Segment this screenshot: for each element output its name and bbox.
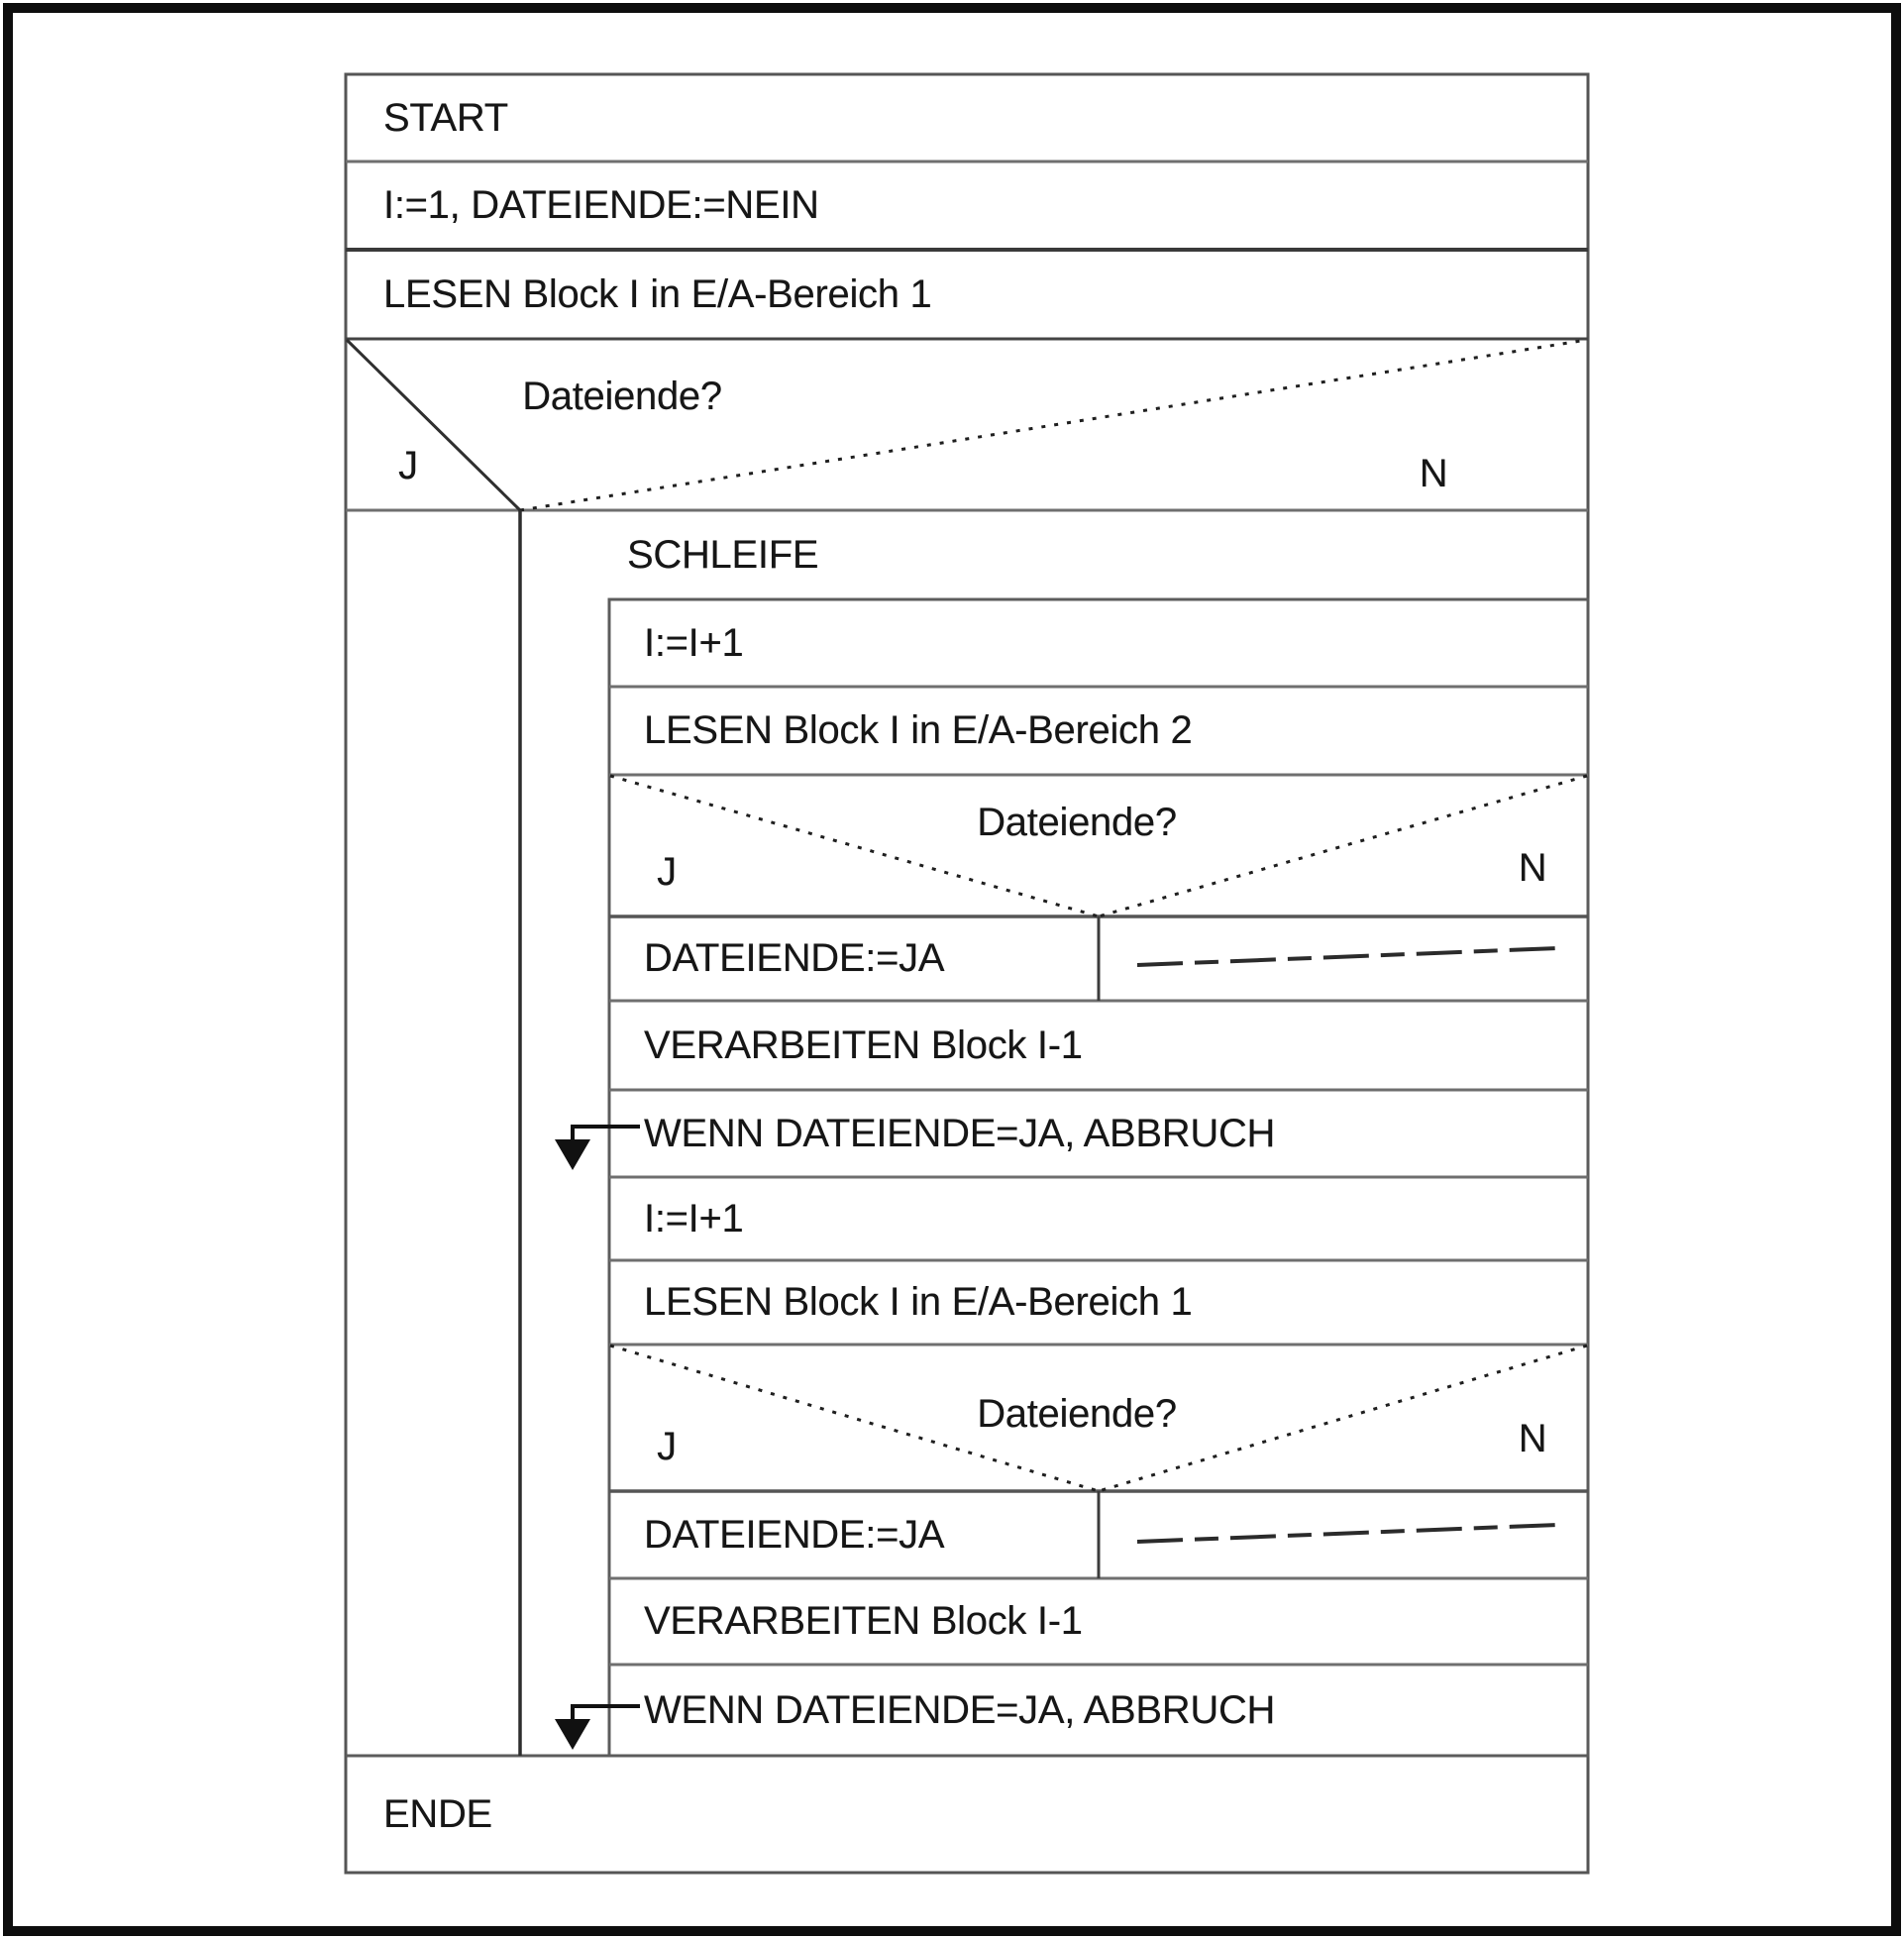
decision2-left-diagonal bbox=[610, 776, 1099, 916]
loop-row-break-b: WENN DATEIENDE=JA, ABBRUCH bbox=[644, 1687, 1276, 1732]
break-arrow-2-line bbox=[573, 1706, 640, 1721]
loop-row-break-a: WENN DATEIENDE=JA, ABBRUCH bbox=[644, 1111, 1276, 1155]
row-ende: ENDE bbox=[383, 1791, 492, 1836]
decision2-right-diagonal bbox=[1099, 776, 1587, 916]
row-init: I:=1, DATEIENDE:=NEIN bbox=[383, 183, 819, 227]
loop-row-read-area1: LESEN Block I in E/A-Bereich 1 bbox=[644, 1280, 1193, 1324]
loop-row-set-dateiende-b: DATEIENDE:=JA bbox=[644, 1512, 945, 1557]
decision-3-question: Dateiende? bbox=[977, 1392, 1177, 1436]
break-arrow-2-head bbox=[555, 1719, 590, 1750]
loop-row-increment-b: I:=I+1 bbox=[644, 1196, 744, 1240]
decision-2-yes-label: J bbox=[657, 850, 677, 894]
noop-dash-2 bbox=[1137, 1525, 1557, 1542]
decision-3-no-label: N bbox=[1518, 1417, 1547, 1460]
decision-1-yes-label: J bbox=[398, 444, 418, 487]
decision-1-no-label: N bbox=[1419, 452, 1448, 495]
decision-1-question: Dateiende? bbox=[522, 375, 722, 418]
break-arrow-1-head bbox=[555, 1139, 590, 1170]
loop-row-process-b: VERARBEITEN Block I-1 bbox=[644, 1599, 1083, 1643]
row-start: START bbox=[383, 95, 508, 140]
decision-2-question: Dateiende? bbox=[977, 801, 1177, 844]
decision1-left-diagonal bbox=[347, 340, 520, 510]
loop-title: SCHLEIFE bbox=[627, 532, 819, 577]
loop-row-increment-a: I:=I+1 bbox=[644, 620, 744, 665]
break-arrow-1-line bbox=[573, 1127, 640, 1141]
decision-2-no-label: N bbox=[1518, 846, 1547, 890]
row-read-block-1: LESEN Block I in E/A-Bereich 1 bbox=[383, 271, 932, 316]
noop-dash-1 bbox=[1137, 948, 1557, 965]
loop-row-set-dateiende-a: DATEIENDE:=JA bbox=[644, 936, 945, 980]
decision-3-yes-label: J bbox=[657, 1425, 677, 1468]
loop-row-process-a: VERARBEITEN Block I-1 bbox=[644, 1023, 1083, 1067]
loop-row-read-area2: LESEN Block I in E/A-Bereich 2 bbox=[644, 708, 1193, 752]
